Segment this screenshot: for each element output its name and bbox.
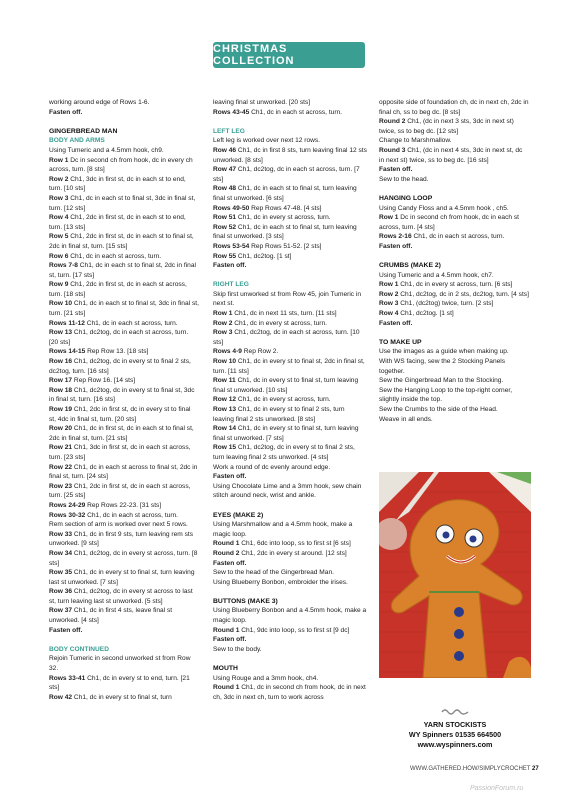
instruction-text: Rep Row 13. [18 sts] (85, 348, 149, 356)
instruction-label: Round 1 (213, 684, 240, 692)
instruction-label: Row 16 (49, 358, 73, 366)
instruction-label: Row 1 (213, 310, 233, 318)
instruction-line (49, 232, 199, 251)
section-title: CHRISTMAS COLLECTION (213, 43, 295, 67)
instruction-label: Row 46 (213, 146, 237, 154)
instruction-line (213, 184, 367, 203)
instruction-label: Row 2 (379, 290, 399, 298)
instruction-label: Rows 53-54 (213, 242, 250, 250)
instruction-text: Ch1, dc in first 9 sts, turn leaving rem sts unworked. [9 sts] (49, 530, 194, 548)
instruction-label: Row 3 (213, 329, 233, 337)
instruction-line (49, 606, 199, 625)
instruction-text: Ch1, 2dc in first st, dc in each st to end, turn. [13 sts] (49, 214, 186, 231)
instruction-text: Ch1, dc in second ch from hook, dc in next ch, 3dc in next ch, turn to work across (213, 684, 366, 701)
instruction-line (213, 568, 367, 578)
instructions-mouth-cont (379, 98, 529, 184)
instruction-text: Ch1, dc in each st across, turn. (84, 319, 178, 327)
instruction-line (379, 415, 529, 425)
instructions-body-continued (49, 654, 199, 702)
stockists-phone: WY Spinners 01535 664500 (408, 730, 502, 739)
instruction-line (213, 635, 367, 645)
instruction-label: Rows 2-16 (379, 233, 412, 241)
instruction-text: Using Blueberry Bonbon and a 4.5mm hook, make a magic loop. (213, 607, 367, 625)
yarn-logo-icon (441, 708, 469, 716)
instructions-hanging-loop (379, 204, 529, 252)
instruction-text: Ch1, dc in every st to final st, 2dc in final st, turn. [11 sts] (213, 358, 365, 375)
instruction-line (213, 347, 367, 357)
instructions-body-arms (49, 146, 199, 635)
instruction-line (379, 232, 529, 242)
heading-buttons: BUTTONS (MAKE 3) (213, 597, 278, 605)
instructions-eyes (213, 520, 367, 587)
instruction-label: Row 21 (49, 444, 73, 452)
section-badge (213, 42, 365, 68)
instruction-line (213, 328, 367, 347)
column-right (379, 98, 529, 424)
instruction-line (49, 674, 199, 693)
instruction-line (379, 117, 529, 136)
instruction-line (213, 213, 367, 223)
instruction-label: Row 6 (49, 252, 69, 260)
instruction-line (213, 204, 367, 214)
instruction-text: Rep Row 2. (241, 348, 279, 356)
instruction-label: Row 17 (49, 377, 73, 385)
instruction-line (49, 511, 199, 521)
instruction-text: Ch1, dc in each st across, turn. (68, 252, 162, 260)
instruction-label: Row 9 (49, 281, 69, 289)
instruction-label: Row 11 (213, 377, 236, 385)
instruction-text: Sew the Crumbs to the side of the Head. (379, 406, 498, 413)
instruction-text: Ch1, dc in every st across, turn. (232, 319, 327, 327)
instruction-label: Rows 24-29 (49, 501, 86, 509)
instruction-line (213, 223, 367, 242)
heading-gingerbread-man: GINGERBREAD MAN (49, 127, 118, 135)
heading-eyes: EYES (MAKE 2) (213, 511, 264, 519)
instruction-text: leaving final st unworked. [20 sts] (213, 99, 311, 106)
page-footer (410, 766, 539, 772)
instruction-line (49, 252, 199, 262)
instruction-line (379, 280, 529, 290)
instruction-line (379, 357, 529, 376)
instruction-text: Ch1, 3dc in first st, dc in each st to end, turn. [10 sts] (49, 175, 186, 193)
instruction-line (213, 108, 367, 118)
instruction-line (49, 424, 199, 443)
instruction-line (379, 175, 529, 185)
instruction-text: Ch1, dc in every st across, turn. (236, 214, 331, 222)
instruction-text: Ch1, 6dc into loop, ss to first st [6 sts] (239, 540, 351, 548)
instruction-label: Round 3 (379, 146, 406, 154)
instruction-line (213, 626, 367, 636)
instruction-text: Ch1, dc2tog, dc in every st across, turn. [8 sts] (49, 549, 198, 567)
instruction-label: Rows 30-32 (49, 511, 86, 519)
instruction-line (213, 578, 367, 588)
instruction-line (379, 376, 529, 386)
instruction-line (213, 549, 367, 559)
instruction-line (213, 136, 367, 146)
instruction-text: Ch1, dc2tog, dc in each st across, turn. [7 sts] (213, 166, 360, 183)
subheading-body-arms: BODY AND ARMS (49, 137, 105, 145)
instruction-line (49, 568, 199, 587)
instruction-line (213, 357, 367, 376)
instruction-line (49, 357, 199, 376)
instructions-buttons (213, 606, 367, 654)
instruction-line (49, 328, 199, 347)
instruction-line (379, 165, 529, 175)
instruction-label: Row 19 (49, 406, 73, 413)
instruction-line (49, 261, 199, 280)
instruction-text: Use the images as a guide when making up. (379, 348, 509, 356)
instruction-label: Rows 11-12 (49, 319, 85, 327)
instruction-label: Fasten off. (213, 636, 247, 644)
instruction-line (213, 463, 367, 473)
instruction-text: Ch1, dc in each st to final st, turn leaving final st unworked. [3 sts] (213, 223, 357, 241)
instruction-label: Row 1 (379, 281, 399, 289)
instruction-text: Change to Marshmallow. (379, 137, 452, 145)
instruction-line (379, 405, 529, 415)
instruction-label: Row 10 (213, 358, 237, 366)
instruction-line (213, 520, 367, 539)
subheading-right-leg: RIGHT LEG (213, 281, 249, 289)
instruction-label: Fasten off. (379, 242, 413, 250)
instruction-line (49, 319, 199, 329)
watermark: PassionForum.ru (470, 785, 524, 792)
instruction-line (49, 405, 199, 424)
instructions-right-leg (213, 290, 367, 501)
instruction-text: Rejoin Tumeric in second unworked st from Row 32. (49, 655, 191, 673)
instruction-line (213, 443, 367, 462)
instruction-label: Row 36 (49, 588, 73, 596)
instructions-body-end (213, 98, 367, 117)
instruction-label: Rows 33-41 (49, 674, 86, 682)
page-number: 27 (532, 766, 539, 772)
instruction-text: Left leg is worked over next 12 rows. (213, 137, 321, 145)
instruction-label: Row 35 (49, 569, 73, 577)
instruction-label: Row 20 (49, 425, 73, 433)
instruction-line (213, 482, 367, 501)
instruction-text: Using Tumeric and a 4.5mm hook, ch9. (49, 146, 164, 154)
instruction-line (49, 299, 199, 318)
instruction-line (49, 654, 199, 673)
instruction-label: Rows 4-9 (213, 348, 242, 356)
instruction-text: Ch1, dc2tog. [1 st] (398, 310, 454, 318)
instruction-label: Row 12 (213, 396, 237, 404)
instruction-line (379, 347, 529, 357)
instruction-text: Ch1, dc in each st to final st, 2dc in final st, turn. [17 sts] (49, 262, 196, 279)
heading-hanging-loop: HANGING LOOP (379, 194, 433, 202)
instruction-label: Fasten off. (379, 166, 413, 174)
instruction-line (49, 175, 199, 194)
instruction-line (379, 213, 529, 232)
instruction-label: Row 34 (49, 549, 73, 557)
instruction-line (213, 683, 367, 702)
instruction-text: Ch1, dc2tog, dc in every st across to last st, turn leaving last st unworked. [5 sts] (49, 588, 193, 605)
instruction-label: Row 48 (213, 185, 237, 193)
instruction-line (49, 693, 199, 703)
instruction-label: Round 2 (213, 549, 240, 557)
instruction-text: Ch1, dc in every st to final st, turn (72, 693, 172, 701)
instruction-text: Rep Rows 22-23. [31 sts] (85, 501, 162, 509)
instruction-label: Row 42 (49, 693, 73, 701)
instruction-label: Row 47 (213, 166, 237, 174)
instruction-text: Work a round of dc evenly around edge. (213, 463, 331, 471)
instruction-label: Round 2 (379, 118, 406, 126)
instruction-line (49, 146, 199, 156)
instruction-line (213, 395, 367, 405)
instruction-label: Row 4 (379, 310, 399, 318)
instruction-line (213, 319, 367, 329)
instruction-text: Sew to the body. (213, 645, 262, 653)
instruction-line (49, 549, 199, 568)
instruction-label: Row 2 (49, 175, 69, 183)
instruction-line (213, 309, 367, 319)
instruction-label: Row 14 (213, 425, 237, 433)
instruction-text: Ch1, dc2tog, dc in each st across, turn. [10 sts] (213, 329, 360, 346)
instruction-label: Row 4 (49, 214, 69, 222)
instruction-text: Ch1, dc in each st across to final st, 2dc in final st, turn. [24 sts] (49, 463, 198, 481)
instruction-text: Rep Rows 47-48. [4 sts] (249, 204, 322, 212)
instruction-label: Row 33 (49, 530, 73, 538)
instruction-text: Ch1, dc in every st to final 2 sts, turn leaving final 2 sts unworked. [8 sts] (213, 406, 345, 423)
yarn-stockists (379, 708, 531, 750)
instruction-label: Row 51 (213, 214, 237, 222)
instruction-text: Ch1, dc in each st to final st, 3dc in final st, turn. [21 sts] (49, 300, 199, 318)
instruction-label: Row 1 (379, 214, 399, 222)
instruction-label: Row 22 (49, 463, 73, 471)
section-header (213, 42, 365, 70)
instruction-line (49, 213, 199, 232)
subheading-body-continued: BODY CONTINUED (49, 645, 109, 653)
instruction-text: Ch1, dc in first 4 sts, leave final st unworked. [4 sts] (49, 607, 173, 625)
instructions-mouth (213, 674, 367, 703)
instruction-line (213, 606, 367, 625)
instruction-text: Dc in second ch from hook, dc in every ch across, turn. [8 sts] (49, 156, 193, 174)
instruction-text: Ch1, dc in each st to final st, turn leaving final st unworked. [6 sts] (213, 185, 357, 202)
instruction-text: opposite side of foundation ch, dc in next ch, 2dc in final ch, ss to beg dc. [8 sts] (379, 99, 529, 116)
instruction-label: Fasten off. (213, 262, 247, 270)
instruction-label: Fasten off. (213, 473, 247, 481)
instruction-line (213, 424, 367, 443)
instruction-line (379, 271, 529, 281)
instruction-text: Ch1, dc in every st to final st, turn leaving final st unworked. [7 sts] (213, 425, 359, 442)
instruction-line (379, 98, 529, 117)
instruction-line (49, 530, 199, 549)
instruction-label: Row 23 (49, 482, 73, 490)
instruction-text: Using Marshmallow and a 4.5mm hook, make a magic loop. (213, 521, 353, 538)
instruction-text: With WS facing, sew the 2 Stocking Panels together. (379, 358, 506, 375)
instruction-text: Sew to the head of the Gingerbread Man. (213, 569, 334, 577)
instruction-text: Ch1, dc in first 8 sts, turn leaving final 12 sts unworked. [8 sts] (213, 146, 367, 164)
instruction-line (49, 280, 199, 299)
instruction-line (213, 539, 367, 549)
instruction-label: Row 37 (49, 607, 73, 615)
instruction-line (49, 626, 199, 636)
instruction-text: Ch1, 2dc in first st, dc in every st to final st, 4dc in final st, turn. [20 sts] (49, 406, 191, 423)
instructions-crumbs (379, 271, 529, 329)
instruction-label: Round 1 (213, 540, 240, 548)
instruction-line (213, 252, 367, 262)
instruction-text: Ch1, dc2tog, dc in every st to final 2 sts, dc2tog, turn. [16 sts] (49, 358, 191, 375)
instruction-label: Row 15 (213, 444, 237, 452)
instruction-text: Ch1, dc in each st across, turn. (411, 233, 505, 241)
instruction-text: Ch1, 2dc in first st, dc in each st to final st, 2dc in final st, turn. [15 sts] (49, 233, 194, 250)
instruction-label: Row 13 (213, 406, 237, 413)
instruction-text: Using Tumeric and a 4.5mm hook, ch7. (379, 271, 494, 279)
instruction-text: Ch1, dc in every st to final st, turn leaving last st unworked. [7 sts] (49, 569, 195, 586)
instruction-line (379, 319, 529, 329)
instruction-text: Ch1, dc2tog, dc in 2 sts, dc2tog, turn. [4 sts] (398, 290, 529, 298)
instruction-text: Ch1, (dc2tog) twice, turn. [2 sts] (398, 300, 494, 308)
instruction-line (213, 242, 367, 252)
instruction-text: Ch1, dc in every st across, turn. [6 sts] (398, 281, 513, 289)
instruction-text: Ch1, dc2tog, dc in every st to final st, 3dc in final st, turn. [16 sts] (49, 386, 195, 404)
instruction-text: Ch1, dc in every st to end, turn. [21 sts] (49, 674, 190, 692)
instruction-text: Using Candy Floss and a 4.5mm hook , ch5. (379, 204, 509, 212)
instruction-text: Ch1, (dc in next 3 sts, 3dc in next st) twice, ss to beg dc. [12 sts] (379, 118, 514, 135)
instructions-make-up (379, 347, 529, 424)
instruction-line (213, 376, 367, 395)
instruction-line (379, 242, 529, 252)
instruction-line (379, 146, 529, 165)
instruction-line (213, 261, 367, 271)
instruction-text: Ch1, dc2tog, dc in each st across, turn. [20 sts] (49, 329, 189, 346)
subheading-left-leg: LEFT LEG (213, 127, 245, 135)
instruction-line (213, 290, 367, 309)
instruction-label: Row 3 (49, 194, 69, 202)
instruction-text: Rem section of arm is worked over next 5 rows. (49, 521, 188, 529)
instructions-left-leg (213, 136, 367, 270)
instruction-text: Ch1, dc in first st, dc in each st to final st, 2dc in final st, turn. [21 sts] (49, 425, 194, 442)
instruction-line (379, 290, 529, 300)
instruction-text: Ch1, dc in each st across, turn. (85, 511, 179, 519)
instruction-line (213, 165, 367, 184)
instruction-text: Sew the Hanging Loop to the top-right corner, slightly inside the top. (379, 386, 513, 404)
instruction-text: Ch1, 2dc in every st around. [12 sts] (239, 549, 347, 557)
instruction-line (379, 136, 529, 146)
footer-url: WWW.GATHERED.HOW/SIMPLYCROCHET (410, 766, 531, 772)
column-middle (213, 98, 367, 702)
instruction-text: Sew to the head. (379, 175, 429, 183)
instruction-text: Ch1, dc in each st to final st, 3dc in final st, turn. [12 sts] (49, 194, 196, 212)
instruction-label: Row 10 (49, 300, 73, 308)
instruction-label: Row 5 (49, 233, 69, 241)
instruction-line (49, 347, 199, 357)
instruction-line (49, 443, 199, 462)
instruction-text: Ch1, dc in every st across, turn. (236, 396, 331, 404)
instruction-text: Sew the Gingerbread Man to the Stocking. (379, 377, 504, 385)
instruction-text: Ch1, 3dc in first st, dc in each st across, turn. [23 sts] (49, 444, 191, 461)
instruction-label: Row 2 (213, 319, 233, 327)
instruction-text: Ch1, dc2tog. [1 st] (236, 252, 292, 260)
instruction-line (379, 299, 529, 309)
instruction-line (49, 386, 199, 405)
instruction-text: Using Chocolate Lime and a 3mm hook, sew chain stitch around neck, wrist and ankle. (213, 482, 362, 500)
instruction-line (213, 559, 367, 569)
instruction-text: Ch1, (dc in next 4 sts, 3dc in next st, dc in next st) twice, ss to beg dc. [16 sts] (379, 146, 523, 164)
instruction-text: Weave in all ends. (379, 415, 433, 423)
instruction-label: Rows 14-15 (49, 348, 86, 356)
instruction-label: Fasten off. (213, 559, 247, 567)
fasten-off: Fasten off. (49, 108, 83, 116)
instruction-label: Row 55 (213, 252, 237, 260)
instruction-line (49, 463, 199, 482)
intro-line: working around edge of Rows 1-6. (49, 99, 150, 106)
stockists-url[interactable]: www.wyspinners.com (417, 740, 493, 749)
instruction-line (49, 520, 199, 530)
instruction-text: Ch1, dc in next 11 sts, turn. [11 sts] (232, 310, 337, 318)
instruction-line (49, 194, 199, 213)
instruction-line (49, 376, 199, 386)
instruction-line (379, 386, 529, 405)
instruction-line (213, 645, 367, 655)
instruction-text: Ch1, dc2tog, dc in every st to final 2 sts, turn leaving final 2 sts unworked. [4 sts] (213, 444, 355, 461)
instruction-text: Rep Row 16. [14 sts] (72, 377, 136, 385)
instruction-line (49, 156, 199, 175)
heading-mouth: MOUTH (213, 665, 238, 673)
instruction-text: Ch1, dc in every st to final st, turn leaving final st unworked. [10 sts] (213, 377, 359, 394)
heading-to-make-up: TO MAKE UP (379, 338, 422, 346)
gingerbread-photo-illustration (379, 472, 531, 678)
instruction-label: Row 52 (213, 223, 237, 231)
instruction-label: Fasten off. (49, 626, 83, 634)
instruction-text: Ch1, 9dc into loop, ss to first st [9 dc] (239, 626, 350, 634)
instruction-line (49, 501, 199, 511)
heading-crumbs: CRUMBS (MAKE 2) (379, 262, 441, 270)
instruction-line (379, 309, 529, 319)
gingerbread-photo (379, 472, 531, 678)
instruction-line (213, 405, 367, 424)
instruction-text: Ch1, dc in each st across, turn. (249, 108, 343, 116)
instruction-label: Rows 49-50 (213, 204, 250, 212)
column-left (49, 98, 199, 702)
instruction-label: Rows 7-8 (49, 262, 78, 270)
instruction-text: Skip first unworked st from Row 45, join Tumeric in next st. (213, 290, 362, 308)
instruction-text: Using Blueberry Bonbon, embroider the irises. (213, 578, 348, 586)
instruction-label: Row 18 (49, 386, 73, 394)
instruction-text: Ch1, 2dc in first st, dc in each st across, turn. [18 sts] (49, 281, 187, 298)
instruction-line (49, 587, 199, 606)
instruction-label: Fasten off. (379, 319, 413, 327)
instruction-label: Round 1 (213, 626, 240, 634)
instruction-text: Rep Rows 51-52. [2 sts] (249, 242, 322, 250)
instruction-line (213, 674, 367, 684)
instruction-text: Ch1, 2dc in first st, dc in each st across, turn. [25 sts] (49, 482, 191, 500)
instruction-text: Dc in second ch from hook, dc in each st across, turn. [4 sts] (379, 214, 519, 231)
instruction-line (213, 472, 367, 482)
instruction-line (213, 146, 367, 165)
instruction-line (379, 204, 529, 214)
instruction-line (49, 482, 199, 501)
stockists-title: YARN STOCKISTS (423, 720, 487, 729)
instruction-label: Row 1 (49, 156, 69, 164)
instruction-label: Row 3 (379, 300, 399, 308)
instruction-line (213, 98, 367, 108)
instruction-text: Using Rouge and a 3mm hook, ch4. (213, 674, 319, 682)
instruction-label: Rows 43-45 (213, 108, 250, 116)
instruction-label: Row 13 (49, 329, 73, 337)
